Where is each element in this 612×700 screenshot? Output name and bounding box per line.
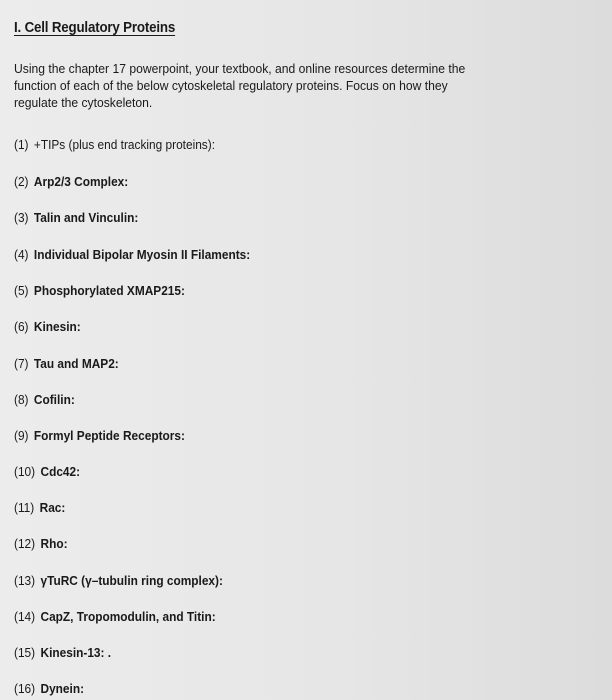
item-number: (13): [14, 573, 36, 588]
list-item: [14, 681, 84, 696]
item-label: Formyl Peptide Receptors:: [33, 428, 185, 443]
item-label: Tau and MAP2:: [33, 356, 119, 371]
item-number: (9): [14, 428, 29, 443]
item-label: Cofilin:: [33, 392, 75, 407]
item-label: Arp2/3 Complex:: [33, 174, 129, 189]
item-label: Dynein:: [40, 681, 85, 696]
list-item: [14, 536, 68, 551]
item-label: γTuRC (γ–tubulin ring complex):: [40, 573, 223, 588]
item-number: (5): [14, 283, 29, 298]
item-number: (1): [14, 137, 29, 152]
item-label: CapZ, Tropomodulin, and Titin:: [40, 609, 216, 624]
list-item: [14, 645, 111, 660]
instructions-line: Using the chapter 17 powerpoint, your textbook, and online resources determine the: [14, 61, 466, 76]
item-label: Rac:: [39, 500, 66, 515]
list-item: [14, 573, 223, 588]
item-number: (10): [14, 464, 36, 479]
item-label: +TIPs (plus end tracking proteins):: [33, 137, 215, 152]
list-item: [14, 137, 215, 152]
item-number: (4): [14, 247, 29, 262]
list-item: [14, 392, 75, 407]
item-number: (7): [14, 356, 29, 371]
list-item: [14, 174, 128, 189]
list-item: [14, 464, 80, 479]
item-number: (12): [14, 536, 36, 551]
instructions-paragraph: [14, 60, 577, 111]
list-item: [14, 247, 250, 262]
item-label: Kinesin:: [33, 319, 81, 334]
item-number: (11): [14, 500, 35, 515]
list-item: [14, 356, 119, 371]
list-item: [14, 428, 185, 443]
item-number: (14): [14, 609, 36, 624]
list-item: [14, 210, 138, 225]
instructions-line: function of each of the below cytoskeletal regulatory proteins. Focus on how they: [14, 78, 448, 93]
item-number: (2): [14, 174, 29, 189]
instructions-line: regulate the cytoskeleton.: [14, 95, 153, 110]
item-number: (16): [14, 681, 36, 696]
item-number: (8): [14, 392, 29, 407]
item-number: (3): [14, 210, 29, 225]
item-label: Kinesin-13: .: [40, 645, 112, 660]
list-item: [14, 319, 81, 334]
list-item: [14, 500, 65, 515]
item-number: (6): [14, 319, 29, 334]
list-item: [14, 609, 216, 624]
item-label: Cdc42:: [40, 464, 81, 479]
item-label: Talin and Vinculin:: [33, 210, 139, 225]
item-label: Individual Bipolar Myosin II Filaments:: [33, 247, 251, 262]
item-number: (15): [14, 645, 36, 660]
section-heading: I. Cell Regulatory Proteins: [14, 20, 176, 36]
list-item: [14, 283, 185, 298]
item-label: Rho:: [40, 536, 68, 551]
item-label: Phosphorylated XMAP215:: [33, 283, 185, 298]
